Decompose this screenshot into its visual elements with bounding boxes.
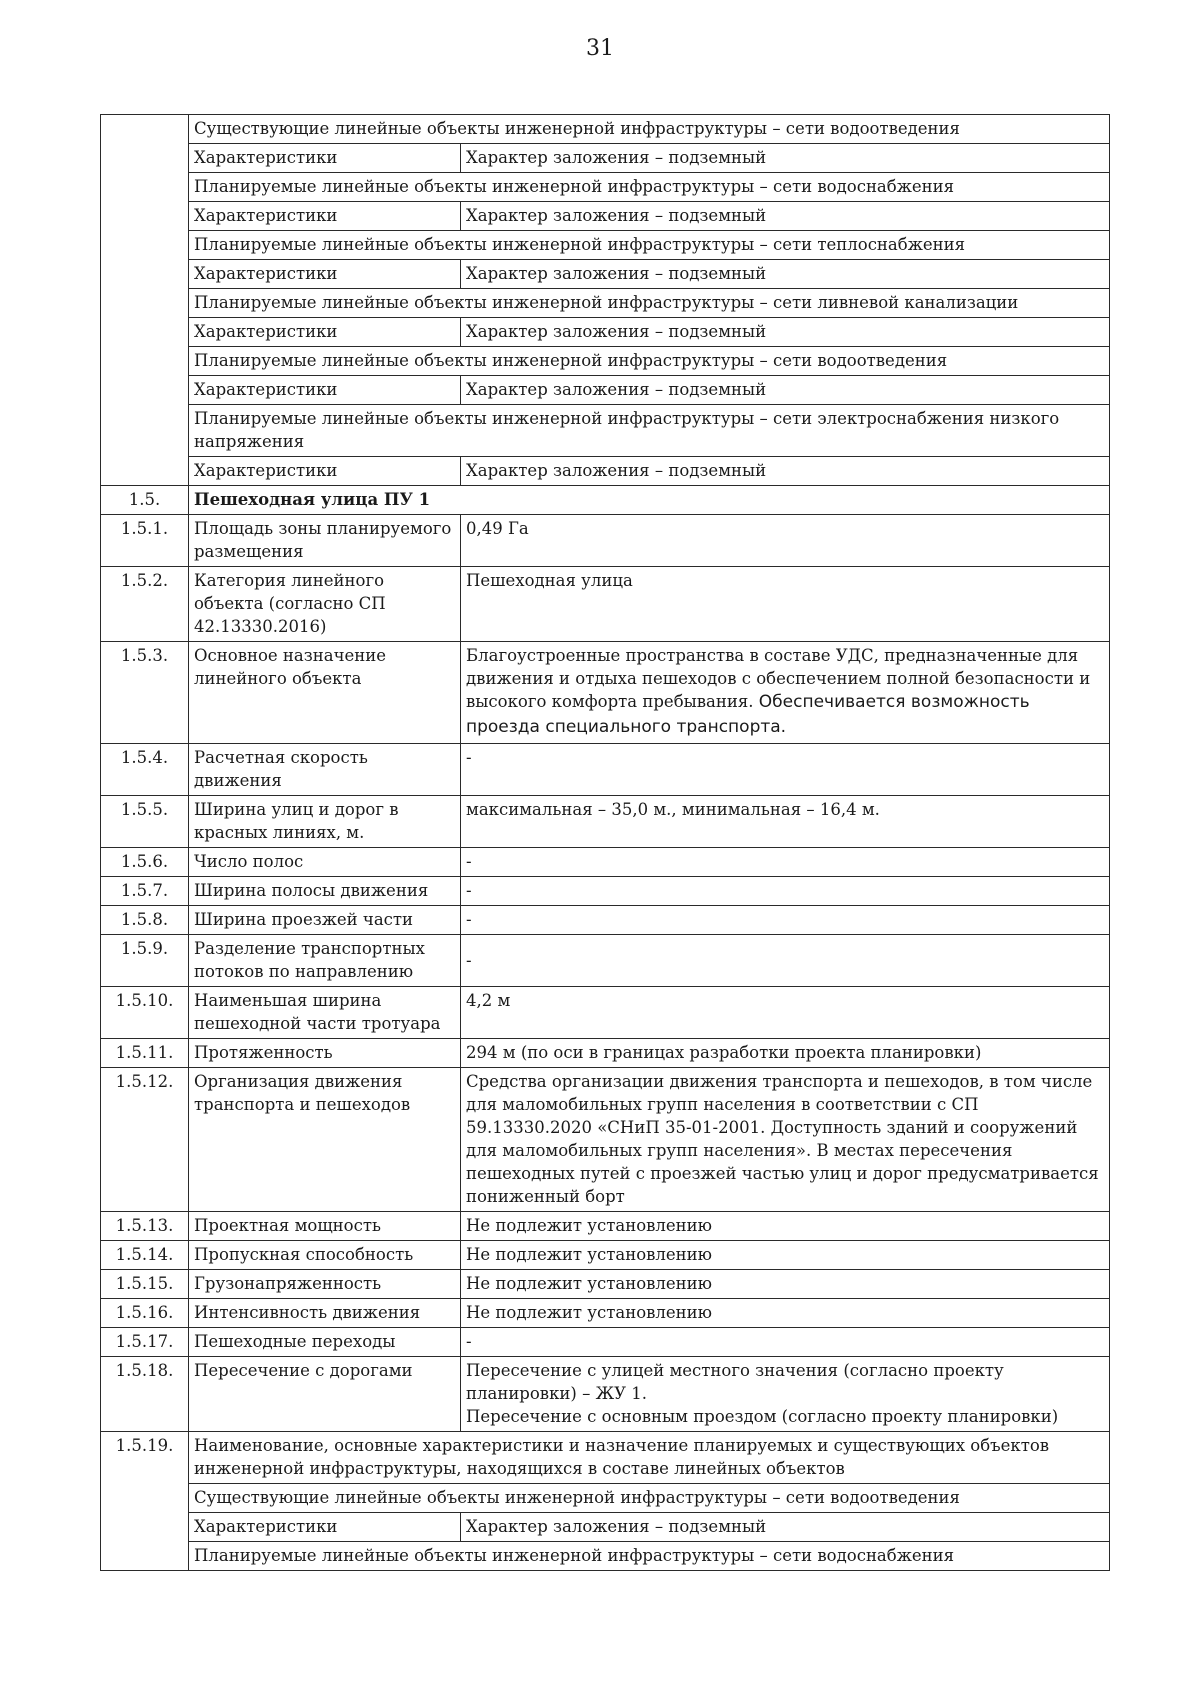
- number-cell: [101, 260, 189, 289]
- item-value: максимальная – 35,0 м., минимальная – 16,4 м.: [461, 796, 1110, 848]
- section-row: [101, 486, 1110, 515]
- network-heading: Планируемые линейные объекты инженерной инфраструктуры – сети ливневой канализации: [189, 289, 1110, 318]
- section-number: 1.5.: [101, 486, 189, 515]
- item-value: -: [461, 877, 1110, 906]
- item-number: 1.5.14.: [101, 1241, 189, 1270]
- item-value: Средства организации движения транспорта и пешеходов, в том числе для маломобильных групп населения в соответствии с СП 59.13330.2020 «СНиП 35-01-2001. Доступность зданий и сооружений для маломобильных групп населения». В местах пересечения пешеходных путей с проезжей частью улиц и дорог предусматривается пониженный борт: [461, 1068, 1110, 1212]
- characteristics-value: Характер заложения – подземный: [461, 318, 1110, 347]
- item-number: 1.5.3.: [101, 642, 189, 744]
- item-name: Площадь зоны планируемого размещения: [189, 515, 461, 567]
- characteristics-label: Характеристики: [189, 1513, 461, 1542]
- characteristics-label: Характеристики: [189, 376, 461, 405]
- characteristics-label: Характеристики: [189, 318, 461, 347]
- table-row: [101, 115, 1110, 144]
- table-row: [101, 906, 1110, 935]
- table-row: [101, 515, 1110, 567]
- characteristics-label: Характеристики: [189, 260, 461, 289]
- item-number: 1.5.15.: [101, 1270, 189, 1299]
- table-row: [101, 567, 1110, 642]
- table-row: [101, 231, 1110, 260]
- item-number: 1.5.5.: [101, 796, 189, 848]
- item-number: 1.5.6.: [101, 848, 189, 877]
- table-row: [101, 935, 1110, 987]
- table-row: [101, 202, 1110, 231]
- intersection-line-2: Пересечение с основным проездом (согласно проекту планировки): [466, 1407, 1059, 1426]
- item-value: Не подлежит установлению: [461, 1241, 1110, 1270]
- characteristics-value: Характер заложения – подземный: [461, 376, 1110, 405]
- table-row: [101, 796, 1110, 848]
- number-cell: [101, 1542, 189, 1571]
- purpose-text-tail: Обеспечивается возможность проезда специального транспорта.: [466, 692, 1030, 737]
- number-cell: [101, 202, 189, 231]
- table-row: [101, 376, 1110, 405]
- network-heading: Планируемые линейные объекты инженерной инфраструктуры – сети водоотведения: [189, 347, 1110, 376]
- intersection-line-1: Пересечение с улицей местного значения (согласно проекту планировки) – ЖУ 1.: [466, 1361, 1004, 1403]
- item-name: Разделение транспортных потоков по направлению: [189, 935, 461, 987]
- table-row: [101, 1241, 1110, 1270]
- item-name: Число полос: [189, 848, 461, 877]
- network-heading: Существующие линейные объекты инженерной инфраструктуры – сети водоотведения: [189, 115, 1110, 144]
- number-cell: [101, 173, 189, 202]
- item-value: 0,49 Га: [461, 515, 1110, 567]
- item-value: Пешеходная улица: [461, 567, 1110, 642]
- item-value: Не подлежит установлению: [461, 1299, 1110, 1328]
- characteristics-value: Характер заложения – подземный: [461, 260, 1110, 289]
- table-row: [101, 1039, 1110, 1068]
- table-row: [101, 1542, 1110, 1571]
- item-name: Пропускная способность: [189, 1241, 461, 1270]
- table-row: [101, 1212, 1110, 1241]
- item-name: Проектная мощность: [189, 1212, 461, 1241]
- table-row: [101, 642, 1110, 744]
- characteristics-value: Характер заложения – подземный: [461, 1513, 1110, 1542]
- item-name: Пересечение с дорогами: [189, 1357, 461, 1432]
- item-number: 1.5.16.: [101, 1299, 189, 1328]
- number-cell: [101, 318, 189, 347]
- item-number: 1.5.12.: [101, 1068, 189, 1212]
- number-cell: [101, 347, 189, 376]
- page-number: 31: [586, 36, 614, 61]
- item-value: -: [461, 935, 1110, 987]
- table-row: [101, 1432, 1110, 1484]
- table-row: [101, 1484, 1110, 1513]
- item-value: Не подлежит установлению: [461, 1212, 1110, 1241]
- table-row: [101, 987, 1110, 1039]
- table-row: [101, 405, 1110, 457]
- table-row: [101, 457, 1110, 486]
- table-row: [101, 744, 1110, 796]
- item-name: Ширина полосы движения: [189, 877, 461, 906]
- item-value: -: [461, 848, 1110, 877]
- table-row: [101, 1299, 1110, 1328]
- item-number: 1.5.4.: [101, 744, 189, 796]
- item-number: 1.5.17.: [101, 1328, 189, 1357]
- item-value: 294 м (по оси в границах разработки проекта планировки): [461, 1039, 1110, 1068]
- table-row: [101, 144, 1110, 173]
- item-name: Интенсивность движения: [189, 1299, 461, 1328]
- item-name: Ширина улиц и дорог в красных линиях, м.: [189, 796, 461, 848]
- table-row: [101, 877, 1110, 906]
- number-cell: [101, 289, 189, 318]
- item-value: [461, 642, 1110, 744]
- network-heading: Планируемые линейные объекты инженерной инфраструктуры – сети водоснабжения: [189, 173, 1110, 202]
- network-heading: Планируемые линейные объекты инженерной инфраструктуры – сети электроснабжения низкого напряжения: [189, 405, 1110, 457]
- table-row: [101, 1068, 1110, 1212]
- characteristics-value: Характер заложения – подземный: [461, 457, 1110, 486]
- item-number: 1.5.19.: [101, 1432, 189, 1484]
- table-row: [101, 1357, 1110, 1432]
- item-number: 1.5.13.: [101, 1212, 189, 1241]
- network-heading: Планируемые линейные объекты инженерной инфраструктуры – сети теплоснабжения: [189, 231, 1110, 260]
- item-name: Грузонапряженность: [189, 1270, 461, 1299]
- number-cell: [101, 405, 189, 457]
- table-row: [101, 260, 1110, 289]
- item-number: 1.5.18.: [101, 1357, 189, 1432]
- characteristics-label: Характеристики: [189, 202, 461, 231]
- characteristics-value: Характер заложения – подземный: [461, 144, 1110, 173]
- item-name: Пешеходные переходы: [189, 1328, 461, 1357]
- item-value: 4,2 м: [461, 987, 1110, 1039]
- table-row: [101, 173, 1110, 202]
- purpose-text: Благоустроенные пространства в составе УДС, предназначенные для движения и отдыха пешеходов с обеспечением полной безопасности и высокого комфорта пребывания.: [466, 646, 1091, 711]
- item-number: 1.5.7.: [101, 877, 189, 906]
- table-row: [101, 318, 1110, 347]
- number-cell: [101, 115, 189, 144]
- characteristics-label: Характеристики: [189, 457, 461, 486]
- number-cell: [101, 1513, 189, 1542]
- item-name: Основное назначение линейного объекта: [189, 642, 461, 744]
- number-cell: [101, 376, 189, 405]
- table-row: [101, 347, 1110, 376]
- table-row: [101, 1270, 1110, 1299]
- table-row: [101, 848, 1110, 877]
- number-cell: [101, 144, 189, 173]
- item-name: Протяженность: [189, 1039, 461, 1068]
- table-row: [101, 1328, 1110, 1357]
- item-value: Не подлежит установлению: [461, 1270, 1110, 1299]
- item-number: 1.5.1.: [101, 515, 189, 567]
- item-number: 1.5.2.: [101, 567, 189, 642]
- number-cell: [101, 457, 189, 486]
- item-name: Категория линейного объекта (согласно СП 42.13330.2016): [189, 567, 461, 642]
- item-number: 1.5.10.: [101, 987, 189, 1039]
- item-name: Расчетная скорость движения: [189, 744, 461, 796]
- item-name: Организация движения транспорта и пешеходов: [189, 1068, 461, 1212]
- item-number: 1.5.11.: [101, 1039, 189, 1068]
- item-name: Наименьшая ширина пешеходной части тротуара: [189, 987, 461, 1039]
- item-value: -: [461, 1328, 1110, 1357]
- item-value: -: [461, 744, 1110, 796]
- item-name: Ширина проезжей части: [189, 906, 461, 935]
- item-number: 1.5.8.: [101, 906, 189, 935]
- network-heading: Планируемые линейные объекты инженерной инфраструктуры – сети водоснабжения: [189, 1542, 1110, 1571]
- characteristics-label: Характеристики: [189, 144, 461, 173]
- number-cell: [101, 231, 189, 260]
- parameters-table: [100, 114, 1110, 1571]
- item-number: 1.5.9.: [101, 935, 189, 987]
- table-row: [101, 289, 1110, 318]
- number-cell: [101, 1484, 189, 1513]
- section-title: Пешеходная улица ПУ 1: [189, 486, 1110, 515]
- item-value: [461, 1357, 1110, 1432]
- network-heading: Существующие линейные объекты инженерной инфраструктуры – сети водоотведения: [189, 1484, 1110, 1513]
- table-row: [101, 1513, 1110, 1542]
- characteristics-value: Характер заложения – подземный: [461, 202, 1110, 231]
- item-description: Наименование, основные характеристики и назначение планируемых и существующих объектов инженерной инфраструктуры, находящихся в составе линейных объектов: [189, 1432, 1110, 1484]
- item-value: -: [461, 906, 1110, 935]
